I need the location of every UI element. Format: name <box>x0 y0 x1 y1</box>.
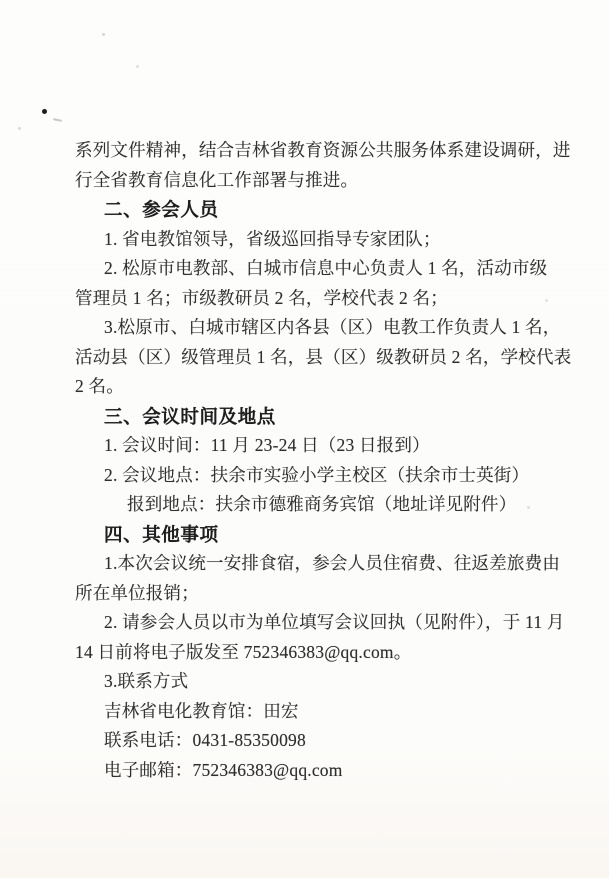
document-line: 行全省教育信息化工作部署与推进。 <box>75 169 359 190</box>
section-heading: 三、会议时间及地点 <box>104 405 276 427</box>
document-line: 所在单位报销； <box>75 582 199 603</box>
document-line: 2. 松原市电教部、白城市信息中心负责人 1 名，活动市级 <box>104 258 548 278</box>
document-line: 1. 会议时间：11 月 23-24 日（23 日报到） <box>104 435 430 455</box>
document-line: 3.松原市、白城市辖区内各县（区）电教工作负责人 1 名， <box>104 317 561 337</box>
document-line: 电子邮箱：752346383@qq.com <box>104 759 343 780</box>
scan-speck-icon <box>18 127 21 130</box>
document-line: 活动县（区）级管理员 1 名，县（区）级教研员 2 名，学校代表 <box>75 346 572 367</box>
section-heading: 四、其他事项 <box>104 523 219 545</box>
document-line: 2. 请参会人员以市为单位填写会议回执（见附件），于 11 月 <box>104 612 565 632</box>
document-line: 管理员 1 名；市级教研员 2 名，学校代表 2 名； <box>75 287 448 308</box>
scan-smudge-icon <box>53 118 62 122</box>
document-line: 联系电话：0431-85350098 <box>104 730 306 750</box>
document-line: 吉林省电化教育馆：田宏 <box>104 700 299 721</box>
document-text-block <box>75 136 572 785</box>
document-line: 系列文件精神，结合吉林省教育资源公共服务体系建设调研，进 <box>75 140 571 160</box>
document-line: 2 名。 <box>75 376 124 396</box>
document-line: 3.联系方式 <box>104 671 189 691</box>
document-line: 报到地点：扶余市德雅商务宾馆（地址详见附件） <box>127 494 517 514</box>
scan-speck-icon <box>136 65 139 68</box>
document-line: 1.本次会议统一安排食宿，参会人员住宿费、往返差旅费由 <box>104 553 561 573</box>
document-line: 2. 会议地点：扶余市实验小学主校区（扶余市士英街） <box>104 464 530 485</box>
document-line: 14 日前将电子版发至 752346383@qq.com。 <box>75 641 412 662</box>
scan-speck-icon <box>42 109 47 114</box>
document-line: 1. 省电教馆领导，省级巡回指导专家团队； <box>104 228 441 249</box>
section-heading: 二、参会人员 <box>104 199 219 220</box>
scan-speck-icon <box>102 33 105 36</box>
